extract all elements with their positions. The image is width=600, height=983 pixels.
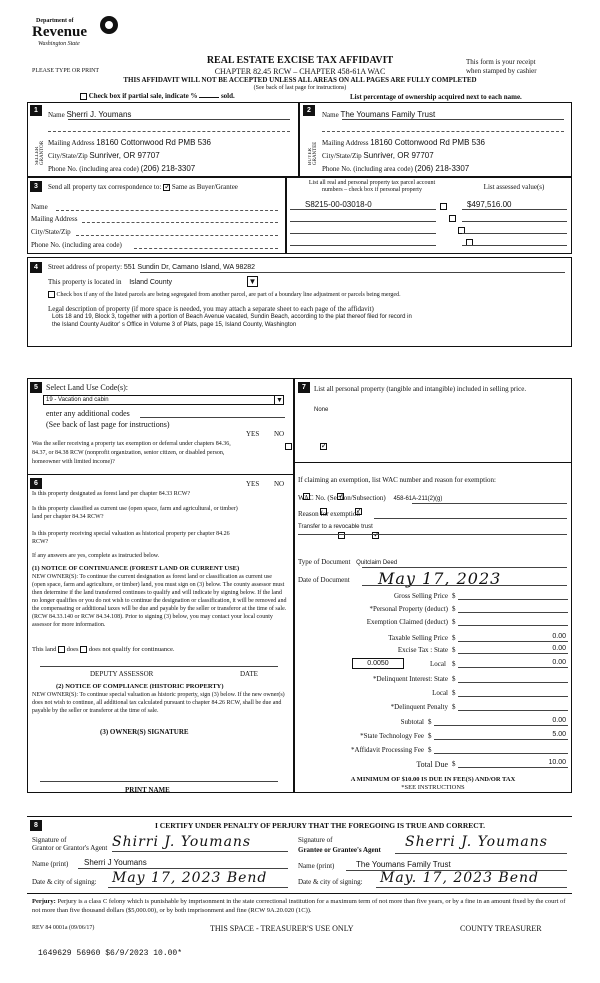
doc-type-row [298,558,397,566]
deputy-date-label: DATE [240,670,258,678]
grantor-date-city[interactable]: May 17, 2023 Bend [112,870,268,886]
buyer-side-label: BUYER GRANTEE [308,141,318,165]
form-title: REAL ESTATE EXCISE TAX AFFIDAVIT [206,55,394,66]
legal-description-2[interactable]: the Island County Auditor' s Office in Volume 3 of Plats, page 15, Island County, Washington [52,322,297,328]
does-not-checkbox[interactable] [80,646,87,653]
grantor-signature[interactable]: Shirri J. Youmans [112,834,252,850]
if-yes-note: If any answers are yes, complete as instructed below. [32,553,160,559]
buyer-city-label: City/State/Zip [322,152,362,160]
s3-phone-label: Phone No. (including area code) [31,241,122,249]
affidavit-fee-label: *Affidavit Processing Fee [351,746,424,754]
dept-line2: Revenue [32,24,87,40]
grantee-signature[interactable]: Sherri J. Youmans [405,834,548,850]
gross-price-label: Gross Selling Price [393,592,448,600]
grantee-sig-label-2: Grantee or Grantee's Agent [298,846,381,854]
qualify-label: qualify for continuance. [112,646,175,653]
total-dollar: $ [452,760,456,768]
buyer-address[interactable]: 18160 Cottonwood Rd PMB 536 [370,138,485,147]
delinquent-penalty-label: *Delinquent Penalty [390,703,448,711]
seller-phone-label: Phone No. (including area code) [48,165,139,173]
additional-codes-label: enter any additional codes [46,409,130,418]
cashier-stamp: 1649629 56960 $6/9/2023 10.00* [38,949,183,958]
personal-property-label: List all personal property (tangible and intangible) included in selling price. [314,385,527,393]
certify-statement: I CERTIFY UNDER PENALTY OF PERJURY THAT THE FOREGOING IS TRUE AND CORRECT. [154,821,485,830]
segregated-label: Check box if any of the listed parcels are being segregated from another parcel, are part of a boundary line adjustment or parcels being merged. [56,291,401,298]
gross-dollar: $ [452,592,456,600]
tech-dollar: $ [428,732,432,740]
personal-property-checkbox-2[interactable] [449,215,456,222]
please-type: PLEASE TYPE OR PRINT [32,68,100,74]
personal-property-checkbox-1[interactable] [440,203,447,210]
buyer-name-label: Name [322,111,339,119]
segregated-row [48,291,568,298]
perjury-title: Perjury: [32,898,56,905]
send-label: Send all property tax correspondence to: [48,183,162,191]
grantor-name-print[interactable]: Sherri J Youmans [84,858,147,867]
notice2-text: NEW OWNER(S): To continue special valuation as historic property, sign (3) below. If the new owner(s) does not wish to continue, all additional tax calculated pursuant to chapter 84.26 RCW, shall be due and payable by the seller or transferor at the time of sale. [32,692,285,714]
grantee-date-city[interactable]: May. 17, 2023 Bend [380,870,539,886]
grantee-date-label: Date & city of signing: [298,878,363,886]
wac-label: WAC No. (Section/Subsection) [298,494,386,502]
seller-name-row [48,110,293,119]
deputy-assessor-label: DEPUTY ASSESSOR [90,670,154,678]
street-address[interactable]: 551 Sundin Dr, Camano Island, WA 98282 [123,264,256,271]
parcel-header-1: List all real and personal property tax parcel account [308,180,436,186]
see-instructions-note: *SEE INSTRUCTIONS [401,784,465,791]
grantor-sig-label-2: Grantor or Grantor's Agent [32,844,108,852]
notice1-title: (1) NOTICE OF CONTINUANCE (FOREST LAND OR CURRENT USE) [32,565,240,572]
seller-city-row [48,151,293,160]
doc-date-label: Date of Document [298,576,350,584]
section-5-tag: 5 [30,382,42,393]
sold-label: sold. [220,92,235,100]
exemption-question: Was the seller receiving a property tax exemption or deferral under chapters 84.36, 84.37, or 84.38 RCW (nonprofit organization, senior citizen, or disabled person, homeowner with limited income)? [32,441,231,465]
does-label: does [66,646,79,653]
list-percentage-note: List percentage of ownership acquired next to each name. [350,93,522,101]
seller-side-label: SELLER GRANTOR [35,140,45,165]
tech-fee-value[interactable]: 5.00 [552,731,566,738]
excise-state-label: Excise Tax : State [397,646,448,654]
forest-land-question: Is this property designated as forest land per chapter 84.33 RCW? [32,491,191,497]
section-6-tag: 6 [30,478,42,489]
tech-fee-label: *State Technology Fee [360,732,424,740]
section-1-tag: 1 [30,105,42,116]
doc-type-label: Type of Document [298,558,351,566]
not-accepted-note: THIS AFFIDAVIT WILL NOT BE ACCEPTED UNLESS ALL AREAS ON ALL PAGES ARE FULLY COMPLETED [123,76,477,84]
treasurer-space-label: THIS SPACE - TREASURER'S USE ONLY [210,924,354,933]
form-subtitle: CHAPTER 82.45 RCW – CHAPTER 458-61A WAC [214,67,386,76]
parcel-header-2: numbers – check box if personal property [322,187,422,193]
local-value[interactable]: 0.00 [552,659,566,666]
local2-label: Local [432,689,448,697]
local-rate-value: 0.0050 [367,660,389,667]
doc-type-value[interactable]: Quitclaim Deed [356,560,398,566]
receipt-note-1: This form is your receipt [466,58,536,66]
local2-dollar: $ [452,689,456,697]
partial-sale-row [80,92,235,100]
exemption-dollar: $ [452,618,456,626]
section-3-tag: 3 [30,181,42,192]
exemption-claimed-label: Exemption Claimed (deduct) [366,618,448,626]
grantee-name-print-label: Name (print) [298,862,335,870]
does-checkbox[interactable] [58,646,65,653]
grantor-sig-label-1: Signature of [32,836,67,844]
legal-description-1[interactable]: Lots 18 and 19, Block 3, together with a portion of Beach Avenue vacated, Sundin Beach, according to the plat thereof filed for record in [52,314,412,320]
assessed-value[interactable]: $497,516.00 [467,200,512,209]
legal-label: Legal description of property (if more space is needed, you may attach a separate sheet to each page of the affidavit) [48,305,374,313]
reason-value[interactable]: Transfer to a revocable trust [298,524,373,530]
dept-line1: Department of [36,18,74,24]
seller-city[interactable]: Sunriver, OR 97707 [89,151,160,160]
subtotal-dollar: $ [428,718,432,726]
local-dollar: $ [452,660,456,668]
seller-name[interactable]: Sherri J. Youmans [66,110,132,119]
seller-address-label: Mailing Address [48,139,95,147]
dept-line3: Washington State [38,41,80,47]
county-row [48,278,172,286]
grantor-date-label: Date & city of signing: [32,878,97,886]
current-use-question: Is this property classified as current use (open space, farm and agricultural, or timber) land per chapter 84.34 RCW? [32,506,238,520]
print-name-label: PRINT NAME [125,786,170,794]
total-due-label: Total Due [416,760,448,769]
notice2-title: (2) NOTICE OF COMPLIANCE (HISTORIC PROPERTY) [56,683,224,690]
perjury-note [32,897,572,915]
land-use-value: 19 - Vacation and cabin [46,397,109,403]
perjury-text: Perjury is a class C felony which is punishable by imprisonment in the state correctional institution for a maximum term of not more than five years, or by a fine in an amount fixed by the court of not more than five thousand dollars ($5,000.00), or by both imprisonment and fine (RCW 9A.20.020 (1C)). [32,898,566,914]
section-4-tag: 4 [30,262,42,273]
partial-sale-label: Check box if partial sale, indicate % [88,92,198,100]
di-dollar: $ [452,675,456,683]
section-8-tag: 8 [30,820,42,831]
personal-property-value[interactable]: None [314,407,329,413]
land-use-select[interactable] [43,395,284,405]
s5-yes-checkbox[interactable] [285,443,292,450]
personal-deduct-label: *Personal Property (deduct) [369,605,448,613]
personal-dollar: $ [452,605,456,613]
subtotal-label: Subtotal [400,718,424,726]
partial-sale-checkbox[interactable] [80,93,87,100]
section-2-tag: 2 [303,105,315,116]
wac-row [298,494,442,502]
doc-date-value[interactable]: May 17, 2023 [378,569,502,588]
street-label: Street address of property: [48,263,123,271]
send-correspondence-row [48,183,238,191]
grantor-name-print-label: Name (print) [32,860,69,868]
street-row [48,263,568,271]
county-value[interactable]: Island County [129,279,173,286]
s5-see-back: (See back of last page for instructions) [46,420,170,429]
s6-yes-header: YES [246,480,260,488]
rev-number: REV 84 0001a (09/06/17) [32,925,95,931]
buyer-city-row [322,151,567,160]
seller-address-row [48,138,293,147]
excise-state-value[interactable]: 0.00 [552,645,566,652]
affidavit-dollar: $ [428,746,432,754]
taxable-price-label: Taxable Selling Price [388,634,448,642]
local-label: Local [430,660,446,668]
buyer-name[interactable]: The Youmans Family Trust [340,110,436,119]
s6-no-header: NO [274,480,285,488]
this-land-label: This land [32,646,57,653]
seller-city-label: City/State/Zip [48,152,88,160]
local-rate-box[interactable] [352,658,404,669]
reason-label: Reason for exemption [298,510,360,518]
owner-signature-label: (3) OWNER(S) SIGNATURE [100,728,189,736]
taxable-dollar: $ [452,634,456,642]
wac-value[interactable]: 458-61A-211(2)(g) [393,496,443,502]
receipt-note-2: when stamped by cashier [466,67,537,75]
segregated-checkbox[interactable] [48,291,55,298]
s5-no-header: NO [274,430,285,438]
delinquent-interest-label: *Delinquent Interest: State [372,675,448,683]
grantee-name-print[interactable]: The Youmans Family Trust [356,860,451,869]
buyer-phone-label: Phone No. (including area code) [322,165,413,173]
located-label: This property is located in [48,278,122,286]
dor-logo [32,14,122,58]
seller-phone-row [48,164,293,173]
dp-dollar: $ [452,703,456,711]
does-not-label: does not [88,646,111,653]
s3-city-label: City/State/Zip [31,228,71,236]
seller-address[interactable]: 18160 Cottonwood Rd PMB 536 [96,138,211,147]
buyer-phone-row [322,164,567,173]
s5-yes-header: YES [246,430,260,438]
grantee-sig-label-1: Signature of [298,836,333,844]
s3-address-label: Mailing Address [31,215,78,223]
taxable-value[interactable]: 0.00 [552,633,566,640]
land-use-dropdown-icon[interactable]: ▼ [274,396,284,404]
excise-dollar: $ [452,646,456,654]
total-due-value[interactable]: 10.00 [548,759,566,766]
continuance-row [32,646,175,653]
same-as-buyer-checkbox[interactable] [163,184,170,191]
same-as-buyer-label: Same as Buyer/Grantee [171,183,238,191]
see-back-note: (See back of last page for instructions) [253,85,347,91]
notice1-text: NEW OWNER(S): To continue the current designation as forest land or classification as current use (open space, farm and agriculture, or timber) land, you must sign on (3) below. The county assessor must then determine if the land transferred continues to qualify and will indicate by signing below. If the land no longer qualifies or you do not wish to continue the designation or classification, it will be removed and the compensating or additional taxes will be due and payable by the seller or transferor at the time of sale. (RCW 84.33.140 or RCW 84.34.108). Prior to signing (3) below, you may contact your local county assessor for more information. [32,574,287,628]
buyer-city[interactable]: Sunriver, OR 97707 [363,151,434,160]
minimum-note: A MINIMUM OF $10.00 IS DUE IN FEE(S) AND/OR TAX [350,776,516,783]
county-dropdown-icon[interactable]: ▼ [248,277,257,286]
parcel-number[interactable]: S8215-00-03018-0 [305,200,372,209]
buyer-address-row [322,138,567,147]
buyer-address-label: Mailing Address [322,139,369,147]
subtotal-value[interactable]: 0.00 [552,717,566,724]
exemption-claim-label: If claiming an exemption, list WAC number and reason for exemption: [298,476,496,484]
s3-name-label: Name [31,203,48,211]
land-use-label: Select Land Use Code(s): [46,383,128,392]
county-treasurer-label: COUNTY TREASURER [460,924,542,933]
buyer-phone[interactable]: (206) 218-3307 [414,164,470,173]
seller-phone[interactable]: (206) 218-3307 [140,164,196,173]
assessed-header: List assessed value(s) [483,183,545,191]
buyer-name-row [322,110,567,119]
historic-question: Is this property receiving special valuation as historical property per chapter 84.26 RCW? [32,531,230,545]
section-7-tag: 7 [298,382,310,393]
seller-name-label: Name [48,111,65,119]
